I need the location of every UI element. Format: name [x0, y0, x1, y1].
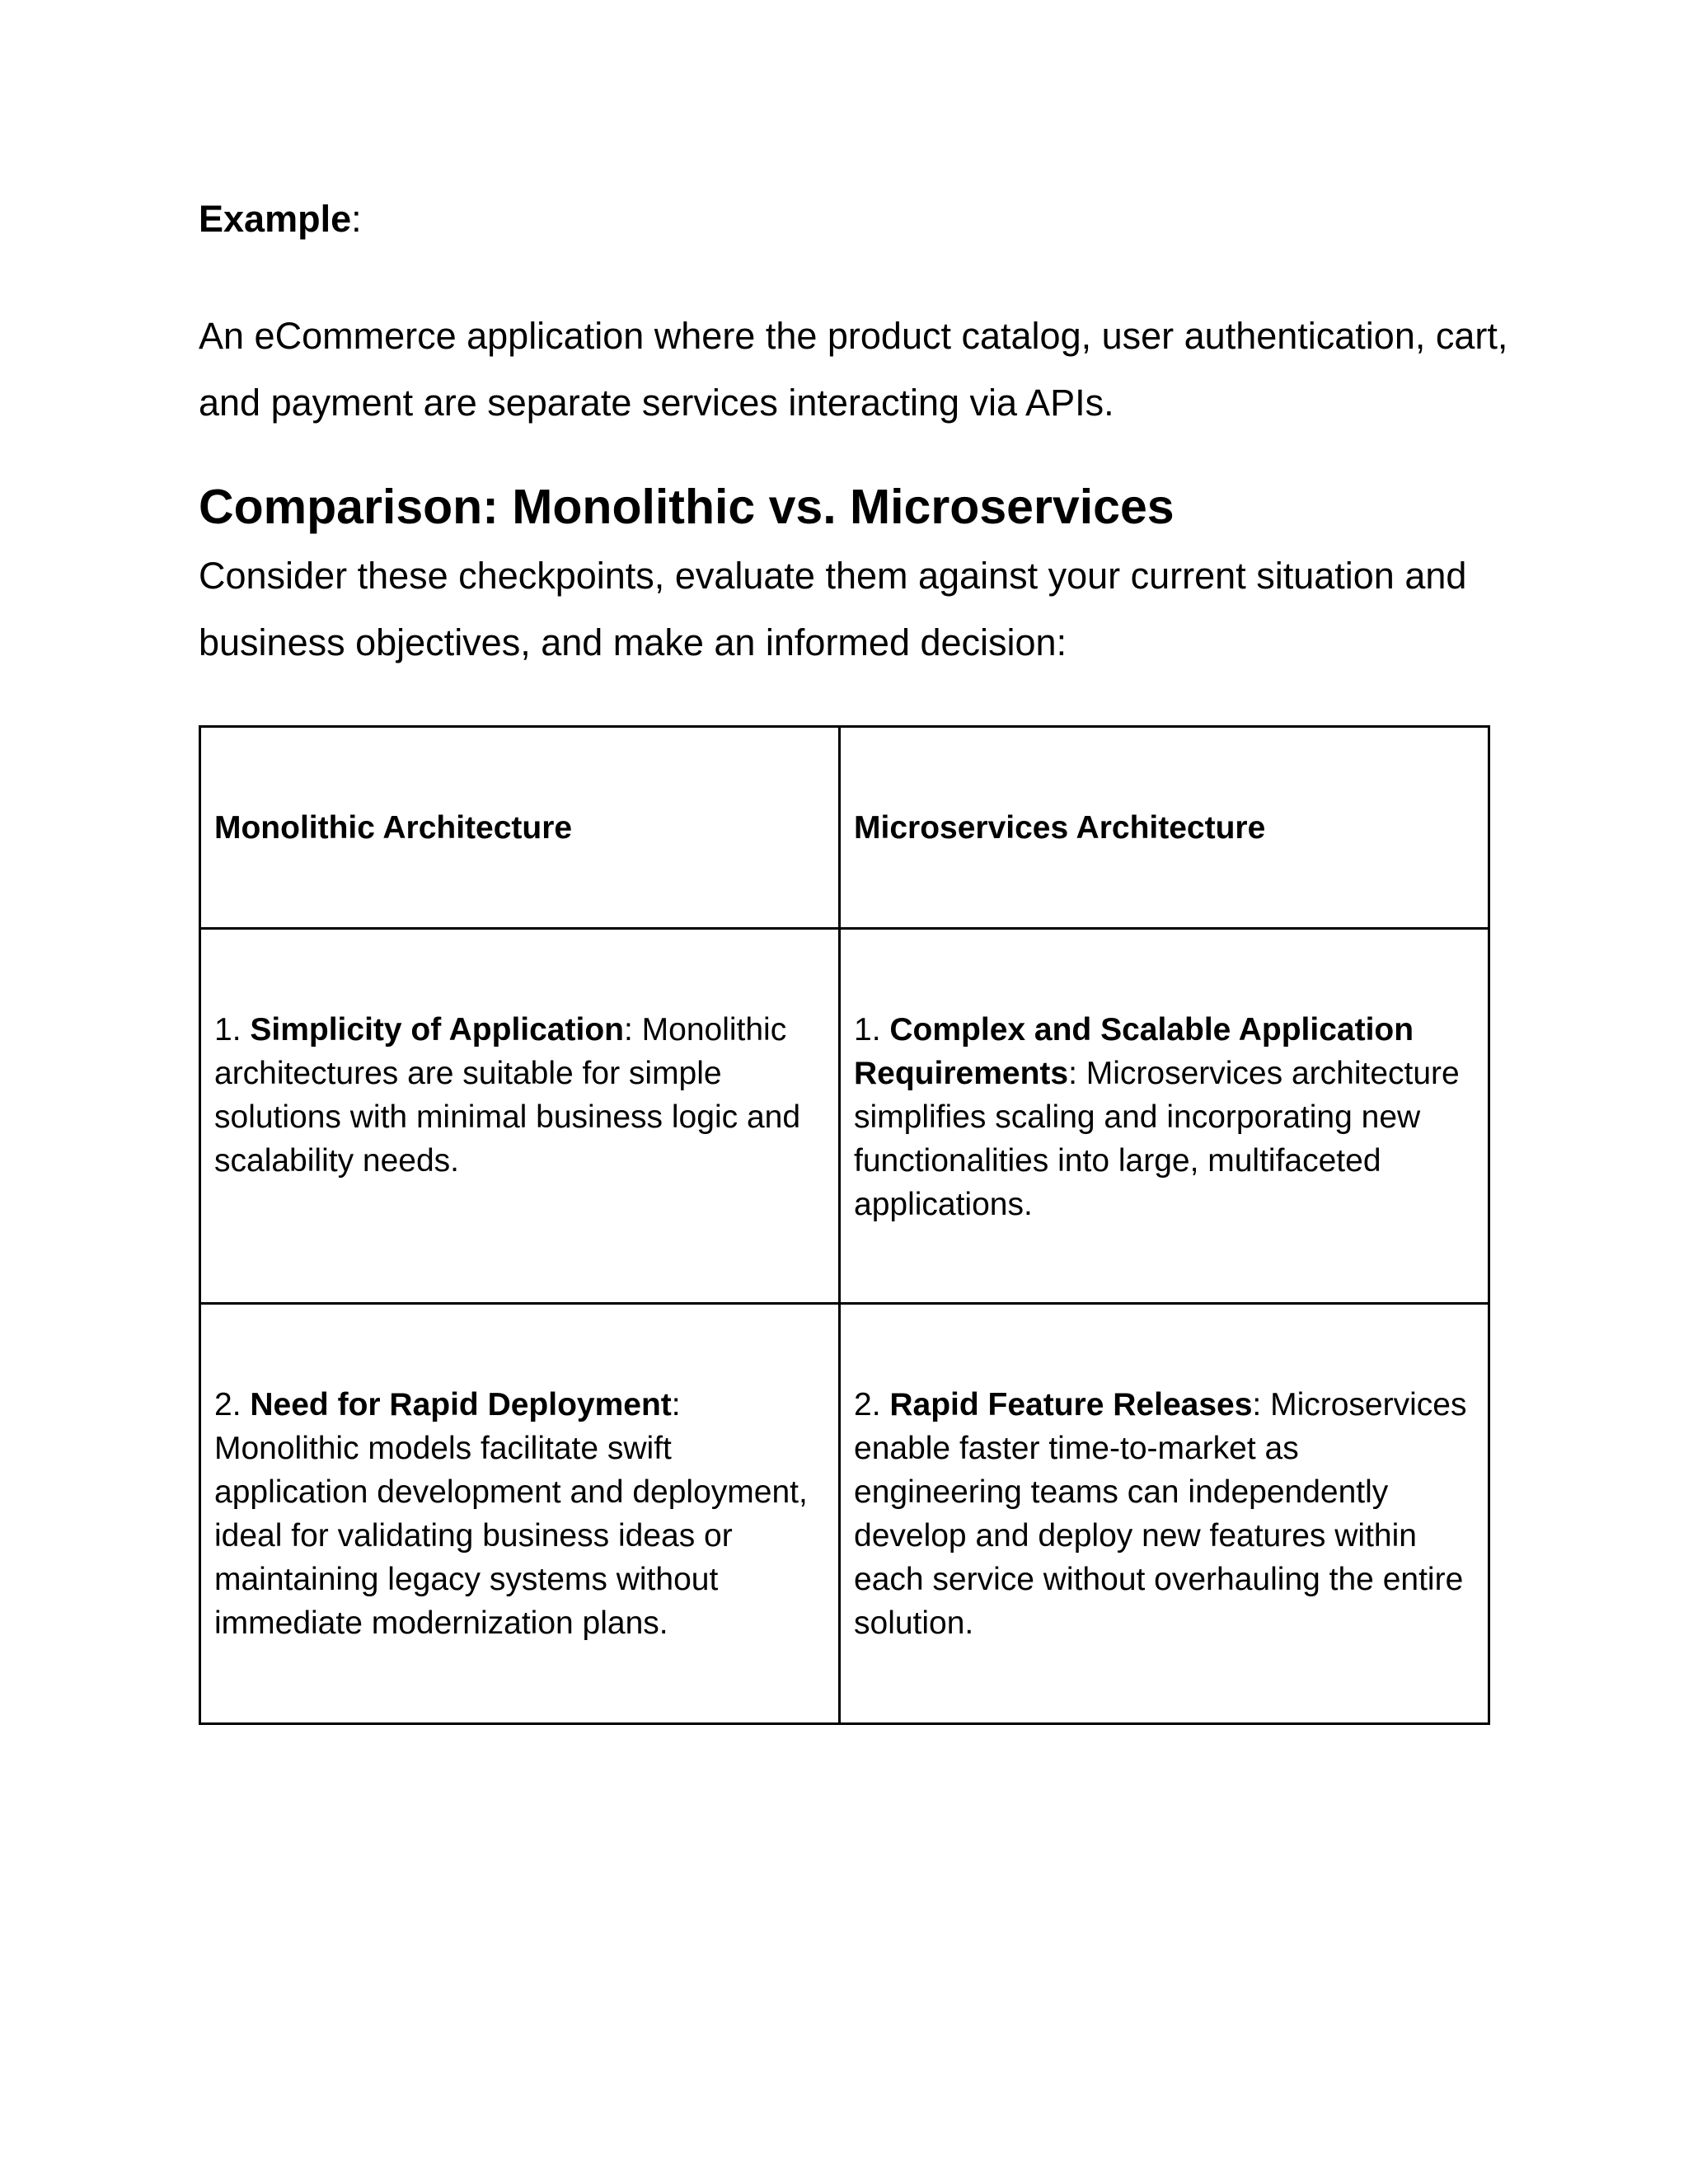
item-text: : Monolithic models facilitate swift application development and deployment, ideal for validating business ideas or maintaining legacy systems without immediate modernization plans. [214, 1387, 808, 1641]
cell-microservices-1 [840, 929, 1489, 1304]
item-text: : Monolithic architectures are suitable for simple solutions with minimal business logic and scalability needs. [214, 1012, 801, 1179]
item-title: Complex and Scalable Application Requirements [854, 1012, 1414, 1091]
cell-monolithic-2 [200, 1304, 840, 1724]
example-label [199, 196, 362, 242]
item-number: 1. [854, 1012, 890, 1047]
table-header-row [200, 727, 1489, 929]
header-monolithic: Monolithic Architecture [200, 727, 840, 929]
table-row [200, 929, 1489, 1304]
example-description: An eCommerce application where the product catalog, user authentication, cart, and payment are separate services interacting via APIs. [199, 315, 1508, 424]
item-title: Need for Rapid Deployment [250, 1387, 672, 1422]
comparison-heading: Comparison: Monolithic vs. Microservices [199, 480, 1175, 534]
item-title: Rapid Feature Releases [889, 1387, 1253, 1422]
cell-monolithic-1 [200, 929, 840, 1304]
comparison-table [199, 725, 1490, 1725]
cell-microservices-2 [840, 1304, 1489, 1724]
item-number: 1. [214, 1012, 251, 1047]
item-number: 2. [214, 1387, 251, 1422]
item-title: Simplicity of Application [250, 1012, 624, 1047]
item-text: : Microservices architecture simplifies scaling and incorporating new functionalities into large, multifaceted applications. [854, 1056, 1460, 1222]
item-text: : Microservices enable faster time-to-market as engineering teams can independently develop and deploy new features within each service without overhauling the entire solution. [854, 1387, 1467, 1641]
example-label-text: Example [199, 198, 352, 240]
table-row [200, 1304, 1489, 1724]
header-microservices: Microservices Architecture [840, 727, 1489, 929]
example-label-colon: : [351, 198, 362, 240]
item-number: 2. [854, 1387, 890, 1422]
comparison-intro: Consider these checkpoints, evaluate them against your current situation and business objectives, and make an informed decision: [199, 555, 1467, 663]
